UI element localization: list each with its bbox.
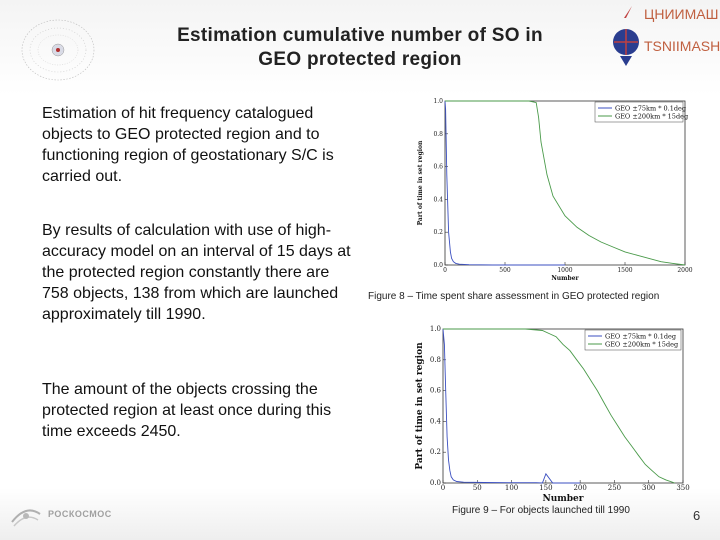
x-axis-label: Number <box>551 275 579 282</box>
legend-entry: GEO ±75km * 0.1deg <box>615 104 687 113</box>
legend-entry: GEO ±75km * 0.1deg <box>605 332 677 341</box>
y-tick-label: 0.4 <box>429 417 441 426</box>
page-number: 6 <box>693 508 701 523</box>
y-tick-label: 1.0 <box>433 98 443 105</box>
x-axis-label: Number <box>542 494 584 504</box>
y-tick-label: 0.6 <box>429 386 441 395</box>
y-tick-label: 0.8 <box>429 355 441 364</box>
y-tick-label: 1.0 <box>429 325 441 333</box>
y-tick-label: 0.4 <box>433 196 443 204</box>
legend-entry: GEO ±200km * 15deg <box>615 112 689 121</box>
x-tick-label: 1500 <box>617 267 633 274</box>
x-tick-label: 300 <box>642 484 656 492</box>
figure-9-caption: Figure 9 – For objects launched till 1990 <box>452 505 630 516</box>
x-tick-label: 150 <box>539 484 553 492</box>
x-tick-label: 350 <box>676 484 690 492</box>
y-axis-label: Part of time in set region <box>417 140 424 226</box>
x-tick-label: 200 <box>573 484 587 492</box>
y-tick-label: 0.2 <box>429 448 441 457</box>
roscosmos-logo-icon <box>8 500 44 530</box>
figure-9-plot <box>415 315 690 510</box>
slide-title <box>120 24 600 72</box>
x-tick-label: 0 <box>443 267 447 274</box>
y-tick-label: 0.8 <box>433 130 443 138</box>
logo-text-ru: ЦНИИМАШ <box>644 6 719 22</box>
roscosmos-wordmark: РОСКОСМОС <box>48 509 112 519</box>
plot-frame <box>443 329 683 483</box>
figure-8-chart <box>415 95 695 290</box>
plot-frame <box>445 101 685 265</box>
body-paragraph-3: The amount of the objects crossing the protected region at least once during this time exceeds 2450. <box>42 381 332 440</box>
x-tick-label: 250 <box>607 484 622 492</box>
y-axis-label: Part of time in set region <box>415 342 425 470</box>
figure-9-chart <box>415 315 690 515</box>
legend-entry: GEO ±200km * 15deg <box>605 340 679 349</box>
x-tick-label: 1000 <box>557 267 573 274</box>
x-tick-label: 500 <box>499 267 511 274</box>
title-line-1: Estimation cumulative number of SO in <box>177 25 543 46</box>
tsniimash-emblem <box>606 4 646 68</box>
x-tick-label: 50 <box>472 484 482 492</box>
body-paragraph-2: By results of calculation with use of high-accuracy model on an interval of 15 days at the protected region constantly there are 758 objects, 138 from which are launched approximately till 1990. <box>42 222 351 323</box>
figure-8-caption: Figure 8 – Time spent share assessment in GEO protected region <box>368 291 660 302</box>
title-line-2: GEO protected region <box>258 49 462 70</box>
y-tick-label: 0.0 <box>429 479 441 487</box>
x-tick-label: 0 <box>440 484 446 492</box>
x-tick-label: 2000 <box>677 267 693 274</box>
logo-text-en: TSNIIMASH <box>644 38 720 54</box>
figure-8-plot <box>415 95 695 285</box>
orbit-debris-logo <box>18 12 98 88</box>
y-tick-label: 0.6 <box>433 163 443 171</box>
y-tick-label: 0.0 <box>433 262 443 269</box>
y-tick-label: 0.2 <box>433 229 443 237</box>
body-paragraph-1: Estimation of hit frequency catalogued objects to GEO protected region and to functioning region of geostationary S/C is carried out. <box>42 105 334 185</box>
x-tick-label: 100 <box>504 484 519 492</box>
